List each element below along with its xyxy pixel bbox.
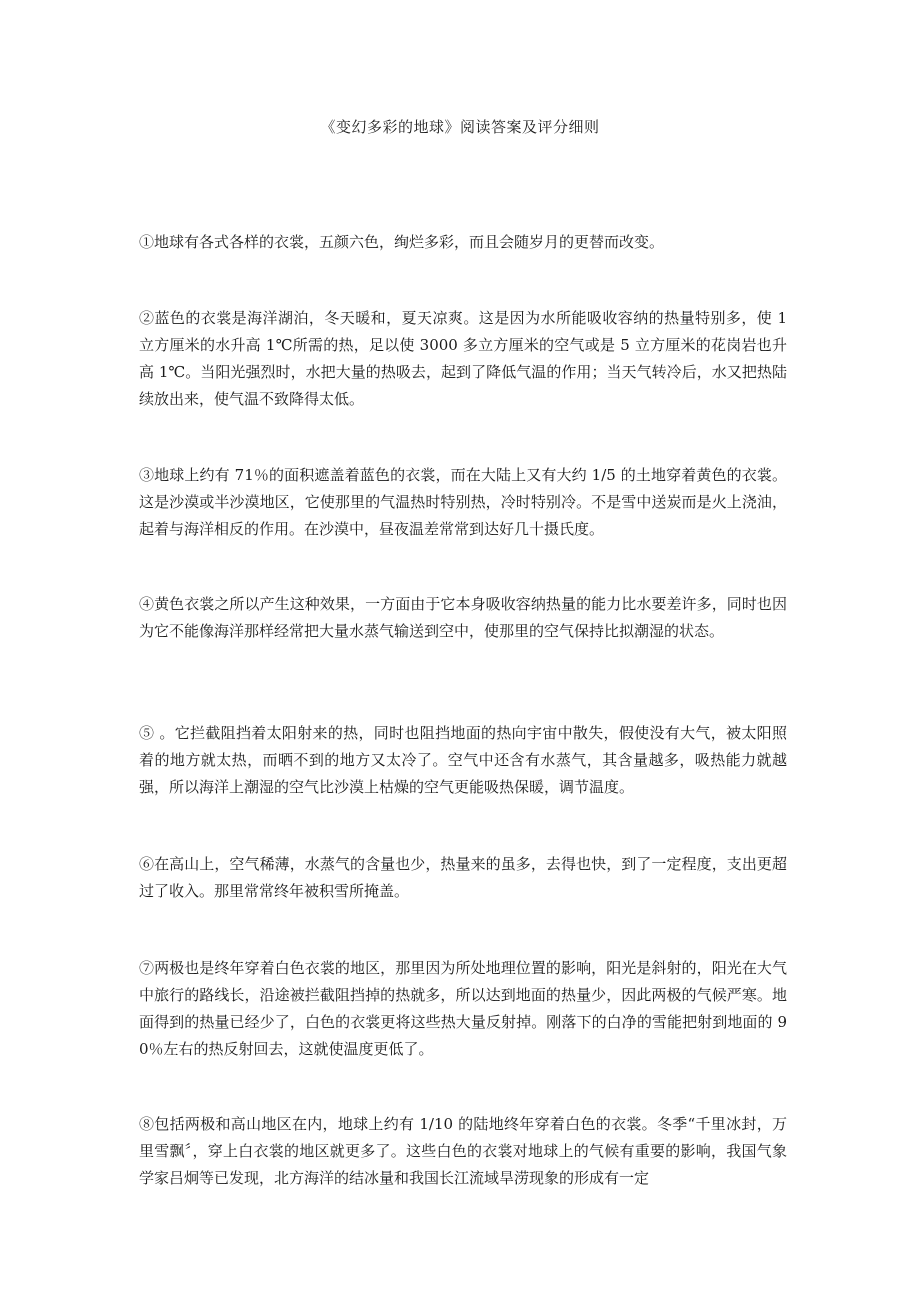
paragraph-1: ①地球有各式各样的衣裳，五颜六色，绚烂多彩，而且会随岁月的更替而改变。	[139, 233, 665, 251]
paragraph-7: ⑦两极也是终年穿着白色衣裳的地区，那里因为所处地理位置的影响，阳光是斜射的，阳光在大气中旅行的路线长，沿途被拦截阻挡掉的热就多，所以达到地面的热量少，因此两极的气候严寒。地面得到的热量已经少了，白色的衣裳更将这些热大量反射掉。刚落下的白净的雪能把射到地面的 90％左右的热反射回去，这就使温度更低了。	[139, 959, 787, 1058]
document-title: 《变幻多彩的地球》阅读答案及评分细则	[320, 118, 600, 136]
paragraph-3: ③地球上约有 71％的面积遮盖着蓝色的衣裳，而在大陆上又有大约 1/5 的土地穿着黄色的衣裳。这是沙漠或半沙漠地区，它使那里的气温热时特别热，冷时特别冷。不是雪中送炭而是火上浇油，起着与海洋相反的作用。在沙漠中，昼夜温差常常到达好几十摄氏度。	[139, 466, 787, 538]
paragraph-5: ⑤ 。它拦截阻挡着太阳射来的热，同时也阻挡地面的热向宇宙中散失，假使没有大气，被太阳照着的地方就太热，而晒不到的地方又太冷了。空气中还含有水蒸气，其含量越多，吸热能力就越强，所以海洋上潮湿的空气比沙漠上枯燥的空气更能吸热保暖，调节温度。	[139, 724, 787, 796]
paragraph-8: ⑧包括两极和高山地区在内，地球上约有 1/10 的陆地终年穿着白色的衣裳。冬季“千里冰封，万里雪飘〞，穿上白衣裳的地区就更多了。这些白色的衣裳对地球上的气候有重要的影响，我国气象学家吕炯等已发现，北方海洋的结冰量和我国长江流域旱涝现象的形成有一定	[139, 1115, 787, 1187]
paragraph-6: ⑥在高山上，空气稀薄，水蒸气的含量也少，热量来的虽多，去得也快，到了一定程度，支出更超过了收入。那里常常终年被积雪所掩盖。	[139, 855, 787, 900]
paragraph-2: ②蓝色的衣裳是海洋湖泊，冬天暖和，夏天凉爽。这是因为水所能吸收容纳的热量特别多，使 1 立方厘米的水升高 1℃所需的热，足以使 3000 多立方厘米的空气或是 5 立方厘米的花岗岩也升高 1℃。当阳光强烈时，水把大量的热吸去，起到了降低气温的作用；当天气转冷后，水又把热陆续放出来，使气温不致降得太低。	[139, 309, 787, 408]
paragraph-4: ④黄色衣裳之所以产生这种效果，一方面由于它本身吸收容纳热量的能力比水要差许多，同时也因为它不能像海洋那样经常把大量水蒸气输送到空中，使那里的空气保持比拟潮湿的状态。	[139, 595, 787, 640]
